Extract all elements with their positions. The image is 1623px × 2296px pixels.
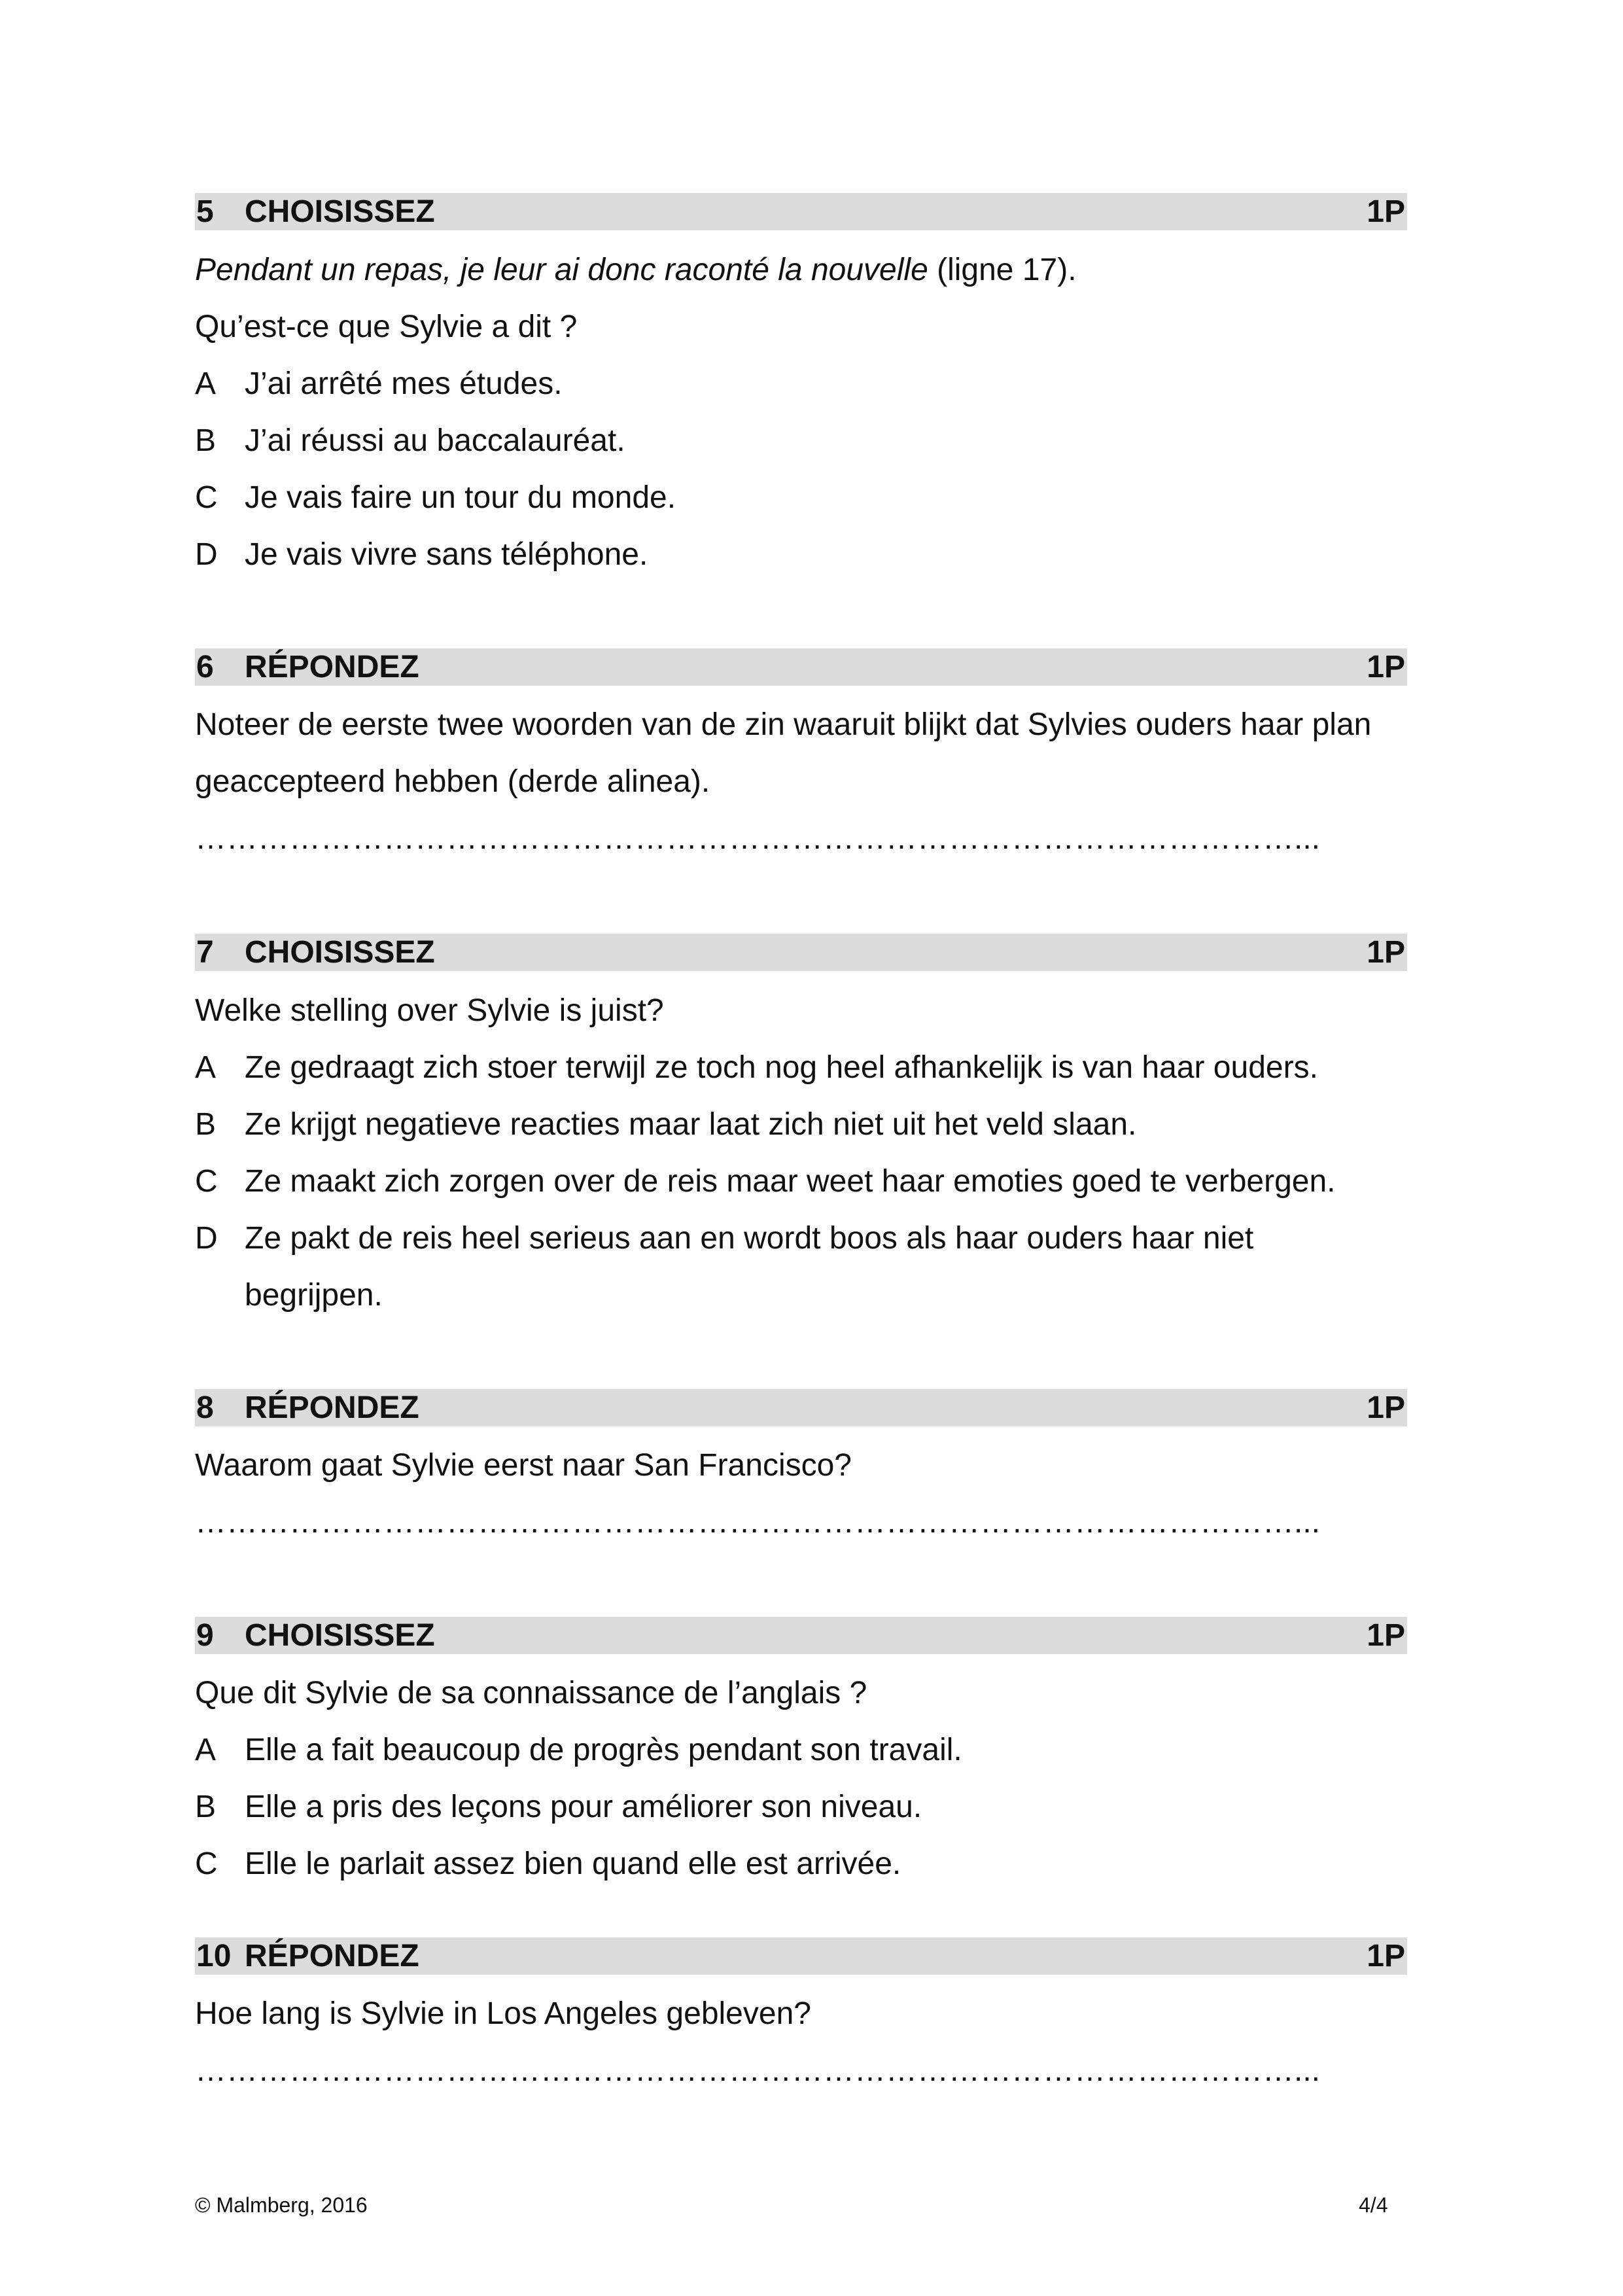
question-points: 1P bbox=[1367, 1390, 1405, 1425]
question-number: 7 bbox=[196, 935, 214, 970]
option-text-continued: begrijpen. bbox=[245, 1278, 383, 1313]
question-points: 1P bbox=[1367, 1618, 1405, 1653]
question-9-prompt: Que dit Sylvie de sa connaissance de l’anglais ? bbox=[195, 1676, 867, 1710]
question-6-prompt-line-2: geaccepteerd hebben (derde alinea). bbox=[195, 764, 710, 799]
option-letter: C bbox=[195, 1164, 218, 1199]
option-letter: A bbox=[195, 366, 217, 401]
question-7-header bbox=[195, 934, 1407, 971]
question-8-prompt: Waarom gaat Sylvie eerst naar San Francisco? bbox=[195, 1448, 852, 1483]
answer-line[interactable]: ……………………………………………………………………………………………... bbox=[195, 1505, 1321, 1540]
question-number: 5 bbox=[196, 194, 214, 229]
question-8-header bbox=[195, 1389, 1407, 1426]
question-10-prompt: Hoe lang is Sylvie in Los Angeles gebleven? bbox=[195, 1996, 811, 2031]
question-type: RÉPONDEZ bbox=[245, 1390, 419, 1425]
question-5-prompt: Qu’est-ce que Sylvie a dit ? bbox=[195, 309, 578, 344]
question-5-quote-line bbox=[195, 251, 1077, 289]
option-text: Elle a fait beaucoup de progrès pendant son travail. bbox=[245, 1733, 962, 1767]
question-points: 1P bbox=[1367, 194, 1405, 229]
quote-text: Pendant un repas, je leur ai donc raconté la nouvelle bbox=[195, 253, 928, 287]
option-letter: D bbox=[195, 537, 218, 572]
option-letter: B bbox=[195, 423, 217, 458]
question-type: RÉPONDEZ bbox=[245, 650, 419, 684]
option-letter: C bbox=[195, 480, 218, 515]
question-number: 9 bbox=[196, 1618, 214, 1653]
question-type: CHOISISSEZ bbox=[245, 194, 435, 229]
footer-page-number: 4/4 bbox=[1359, 2193, 1388, 2217]
question-number: 6 bbox=[196, 650, 214, 684]
question-7-prompt: Welke stelling over Sylvie is juist? bbox=[195, 993, 664, 1028]
question-type: CHOISISSEZ bbox=[245, 1618, 435, 1653]
option-letter: B bbox=[195, 1790, 217, 1824]
answer-line[interactable]: ……………………………………………………………………………………………... bbox=[195, 2053, 1321, 2088]
question-type: CHOISISSEZ bbox=[245, 935, 435, 970]
option-text: Ze pakt de reis heel serieus aan en wordt boos als haar ouders haar niet bbox=[245, 1221, 1254, 1256]
question-type: RÉPONDEZ bbox=[245, 1939, 419, 1973]
footer-copyright: © Malmberg, 2016 bbox=[195, 2193, 368, 2217]
option-text: Je vais faire un tour du monde. bbox=[245, 480, 676, 515]
option-text: Ze gedraagt zich stoer terwijl ze toch nog heel afhankelijk is van haar ouders. bbox=[245, 1050, 1318, 1085]
option-text: Elle le parlait assez bien quand elle est arrivée. bbox=[245, 1846, 901, 1881]
option-text: Je vais vivre sans téléphone. bbox=[245, 537, 648, 572]
quote-reference: (ligne 17). bbox=[928, 253, 1077, 287]
option-letter: A bbox=[195, 1733, 217, 1767]
option-letter: B bbox=[195, 1107, 217, 1142]
option-text: Elle a pris des leçons pour améliorer son niveau. bbox=[245, 1790, 922, 1824]
question-number: 10 bbox=[196, 1939, 232, 1973]
question-6-header bbox=[195, 648, 1407, 686]
option-text: J’ai arrêté mes études. bbox=[245, 366, 563, 401]
question-points: 1P bbox=[1367, 650, 1405, 684]
question-5-header bbox=[195, 193, 1407, 230]
option-text: Ze krijgt negatieve reacties maar laat zich niet uit het veld slaan. bbox=[245, 1107, 1137, 1142]
question-10-header bbox=[195, 1937, 1407, 1975]
question-number: 8 bbox=[196, 1390, 214, 1425]
option-letter: A bbox=[195, 1050, 217, 1085]
question-6-prompt-line-1: Noteer de eerste twee woorden van de zin waaruit blijkt dat Sylvies ouders haar plan bbox=[195, 707, 1372, 742]
question-points: 1P bbox=[1367, 935, 1405, 970]
option-text: Ze maakt zich zorgen over de reis maar weet haar emoties goed te verbergen. bbox=[245, 1164, 1336, 1199]
option-letter: D bbox=[195, 1221, 218, 1256]
question-9-header bbox=[195, 1617, 1407, 1654]
option-text: J’ai réussi au baccalauréat. bbox=[245, 423, 625, 458]
answer-line[interactable]: ……………………………………………………………………………………………... bbox=[195, 821, 1321, 856]
question-points: 1P bbox=[1367, 1939, 1405, 1973]
option-letter: C bbox=[195, 1846, 218, 1881]
